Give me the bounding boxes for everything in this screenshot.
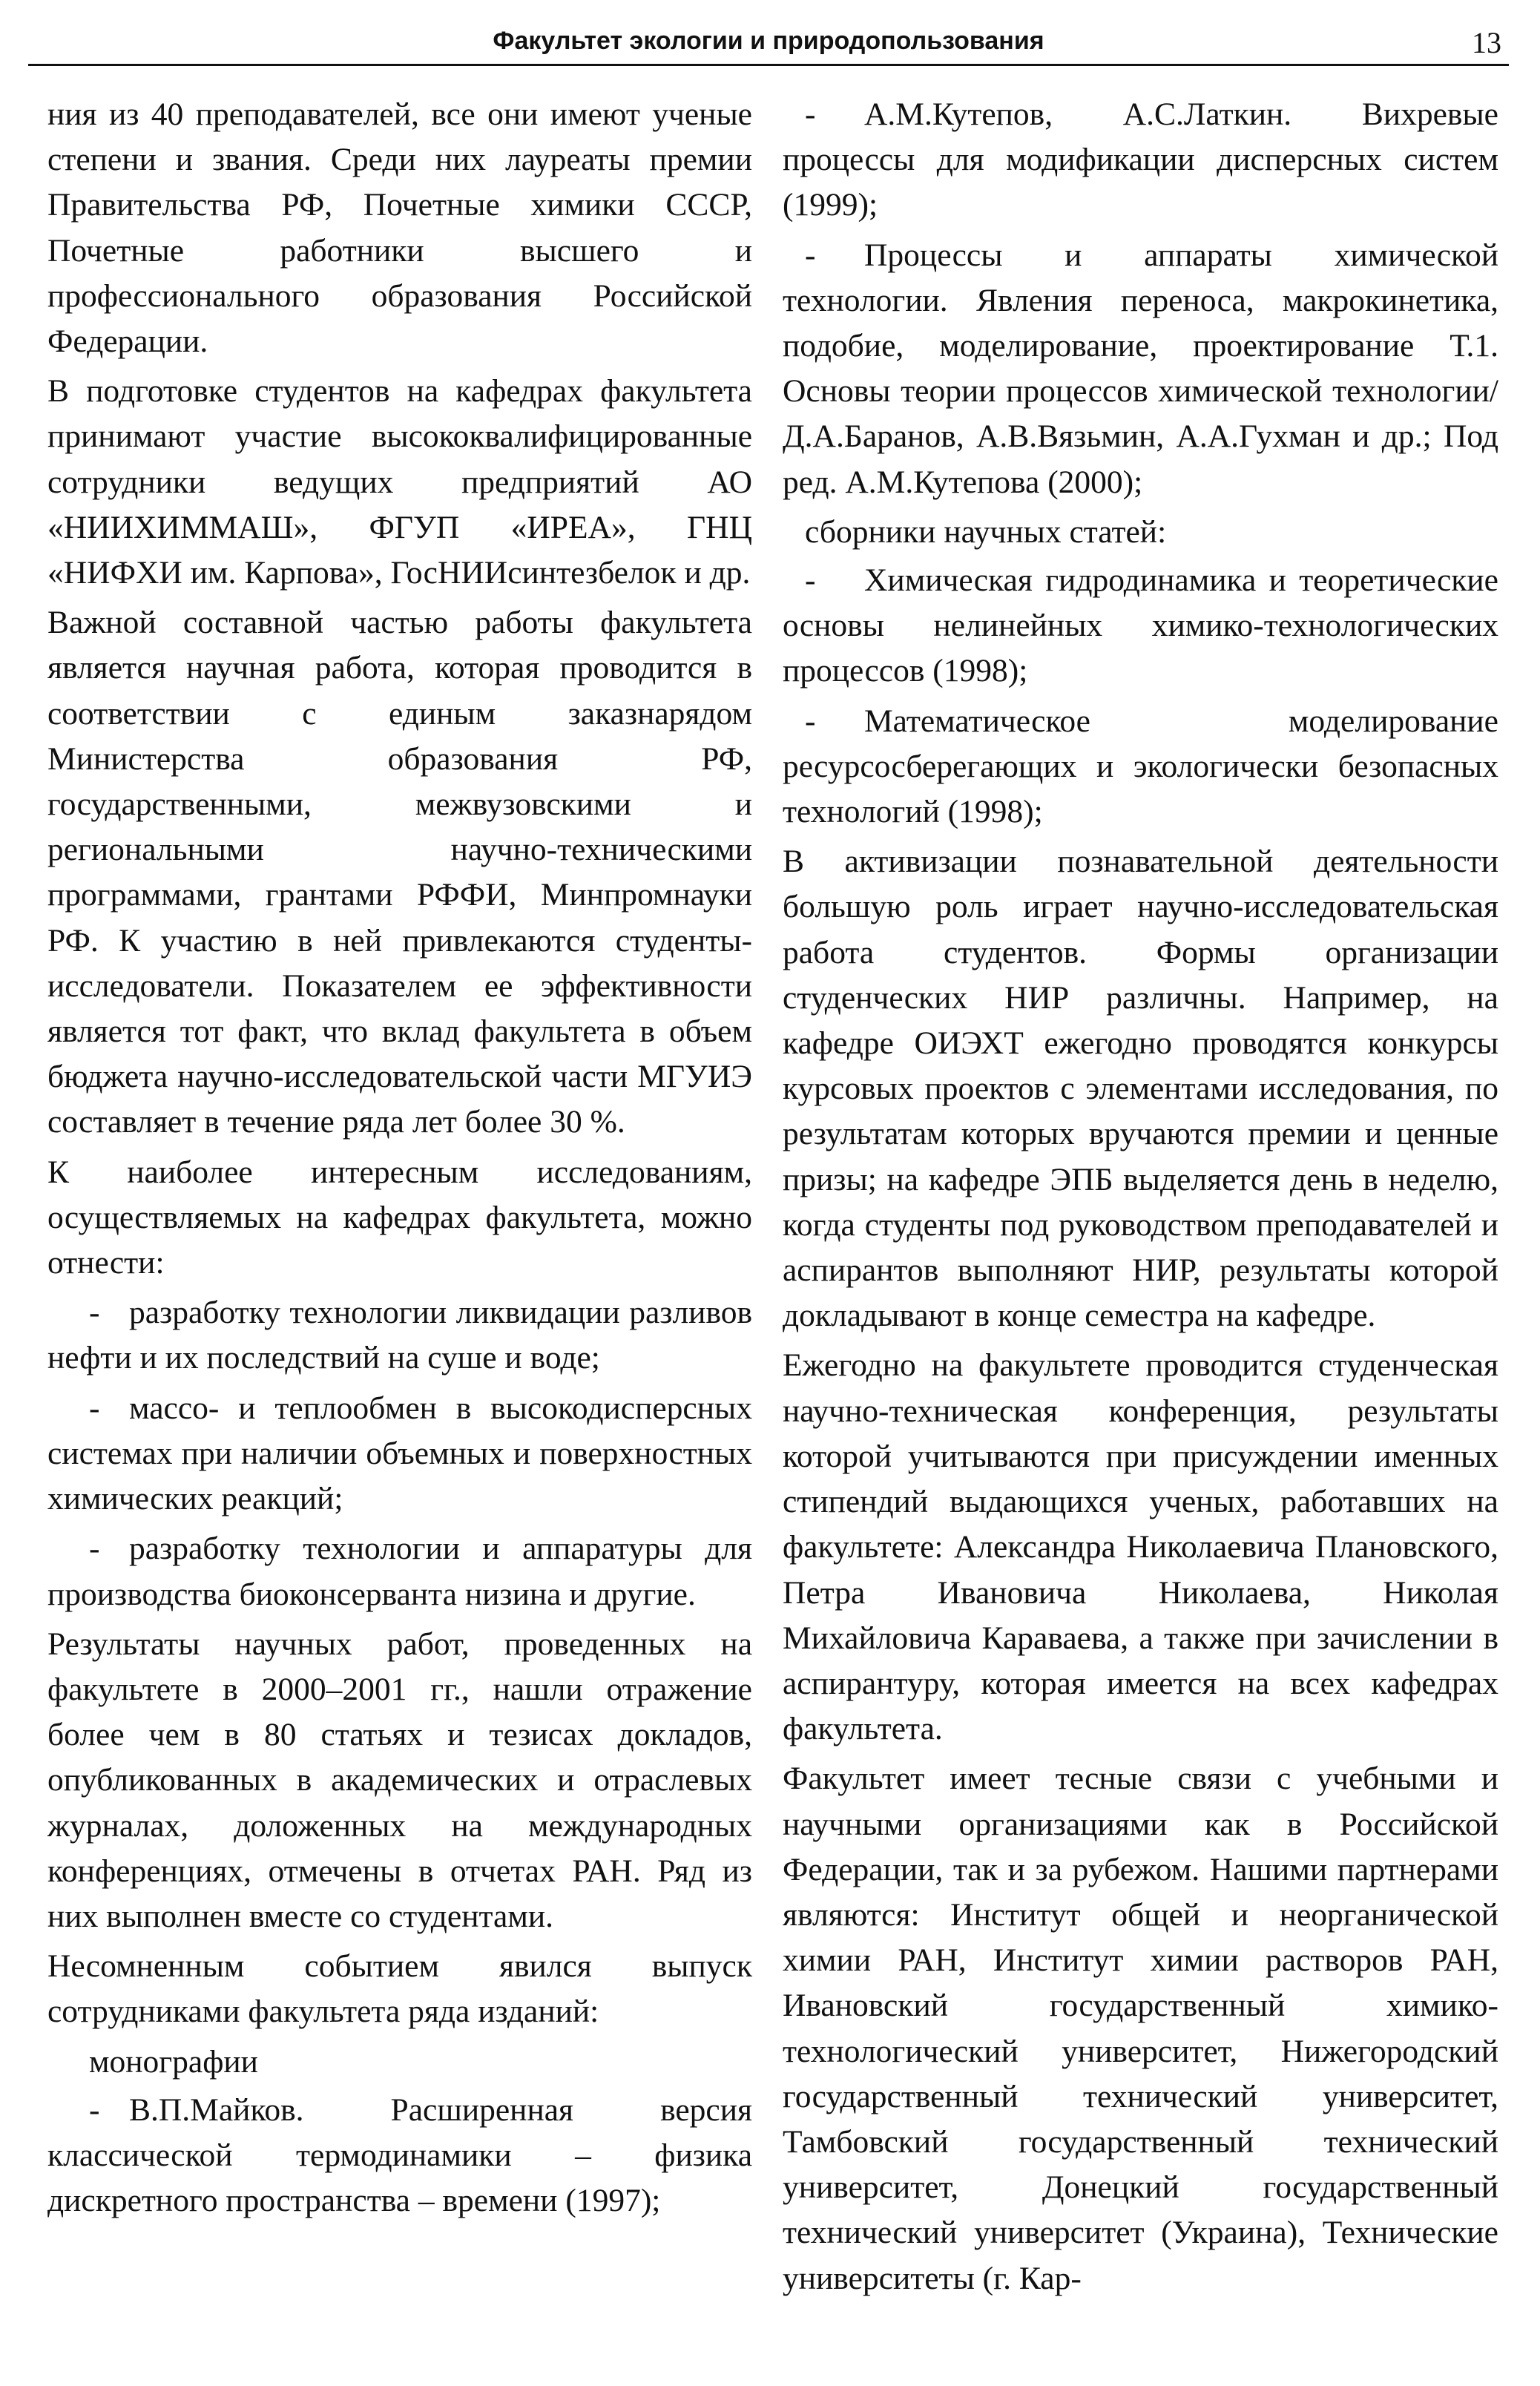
dash-marker: - [805, 237, 816, 273]
list-item-text: Химическая гидродинамика и теоретические основы нелинейных химико-технологических процессов (1998); [783, 562, 1498, 689]
dash-marker: - [89, 1531, 100, 1567]
list-item [783, 92, 1498, 229]
list-item [47, 1386, 752, 1522]
paragraph: Ежегодно на факультете проводится студенческая научно-техническая конференция, результаты которой учитываются при присуждении именных стипендий выдающихся ученых, работавших на факультете: Александра Николаевича Плановского, Петра Ивановича Николаева, Николая Михайловича Караваева, а также при зачислении в аспирантуру, которая имеется на всех кафедрах факультета. [783, 1347, 1498, 1747]
paragraph: Несомненным событием явился выпуск сотрудниками факультета ряда изданий: [47, 1948, 752, 2030]
left-column [47, 92, 752, 2228]
paragraph: В активизации познавательной деятельности большую роль играет научно-исследовательская работа студентов. Формы организации студенческих НИР различны. Например, на кафедре ОИЭХТ ежегодно проводятся конкурсы курсовых проектов с элементами исследования, по результатам которых вручаются премии и ценные призы; на кафедре ЭПБ выделяется день в неделю, когда студенты под руководством преподавателей и аспирантов выполняют НИР, результаты которой докладывают в конце семестра на кафедре. [783, 844, 1498, 1334]
paragraph: В подготовке студентов на кафедрах факультета принимают участие высококвалифицированные сотрудники ведущих предприятий АО «НИИХИММАШ», ФГУП «ИРЕА», ГНЦ «НИФХИ им. Карпова», ГосНИИсинтезбелок и др. [47, 373, 752, 591]
list-item-text: разработку технологии ликвидации разливов нефти и их последствий на суше и воде; [47, 1295, 752, 1376]
list-item-text: массо- и теплообмен в высокодисперсных системах при наличии объемных и поверхностных химических реакций; [47, 1390, 752, 1517]
dash-marker: - [805, 96, 816, 132]
page-number: 13 [1472, 26, 1501, 59]
dash-marker: - [89, 2091, 100, 2128]
list-item-text: разработку технологии и аппаратуры для производства биоконсерванта низина и другие. [47, 1531, 752, 1612]
dash-marker: - [805, 703, 816, 739]
list-item [783, 558, 1498, 694]
list-item [783, 699, 1498, 835]
right-column [783, 92, 1498, 2306]
list-item [47, 2088, 752, 2224]
list-item [783, 233, 1498, 505]
list-item [47, 1526, 752, 1617]
sub-heading: монографии [89, 2043, 258, 2080]
dash-marker: - [805, 562, 816, 599]
dash-marker: - [89, 1390, 100, 1426]
running-header [28, 22, 1509, 66]
paragraph: Результаты научных работ, проведенных на факультете в 2000–2001 гг., нашли отражение более чем в 80 статьях и тезисах докладов, опубликованных в академических и отраслевых журналах, доложенных на международных конференциях, отмечены в отчетах РАН. Ряд из них выполнен вместе со студентами. [47, 1626, 752, 1934]
paragraph: ния из 40 преподавателей, все они имеют ученые степени и звания. Среди них лауреаты премии Правительства РФ, Почетные химики СССР, Почетные работники высшего и профессионального образования Российской Федерации. [47, 96, 752, 360]
paragraph: К наиболее интересным исследованиям, осуществляемых на кафедрах факультета, можно отнести: [47, 1154, 752, 1281]
paragraph: Факультет имеет тесные связи с учебными и научными организациями как в Российской Федерации, так и за рубежом. Нашими партнерами являются: Институт общей и неорганической химии РАН, Институт химии растворов РАН, Ивановский государственный химико-технологический университет, Нижегородский государственный технический университет, Тамбовский государственный технический университет, Донецкий государственный технический университет (Украина), Технические университеты (г. Кар- [783, 1761, 1498, 2296]
list-item-text: Процессы и аппараты химической технологии. Явления переноса, макрокинетика, подобие, моделирование, проектирование Т.1. Основы теории процессов химической технологии/ Д.А.Баранов, А.В.Вязьмин, А.А.Гухман и др.; Под ред. А.М.Кутепова (2000); [783, 237, 1498, 500]
list-item-text: В.П.Майков. Расширенная версия классической термодинамики – физика дискретного пространства – времени (1997); [47, 2091, 752, 2219]
list-item-text: А.М.Кутепов, А.С.Латкин. Вихревые процессы для модификации дисперсных систем (1999); [783, 96, 1498, 223]
dash-marker: - [89, 1295, 100, 1331]
sub-heading: сборники научных статей: [805, 513, 1167, 550]
paragraph: Важной составной частью работы факультета является научная работа, которая проводится в соответствии с единым заказнарядом Министерства образования РФ, государственными, межвузовскими и региональными научно-техническими программами, грантами РФФИ, Минпромнауки РФ. К участию в ней привлекаются студенты-исследователи. Показателем ее эффективности является тот факт, что вклад факультета в объем бюджета научно-исследовательской части МГУИЭ составляет в течение ряда лет более 30 %. [47, 605, 752, 1140]
list-item-text: Математическое моделирование ресурсосберегающих и экологически безопасных технологий (1998); [783, 703, 1498, 830]
list-item [47, 1290, 752, 1381]
header-title: Факультет экологии и природопользования [493, 27, 1044, 55]
